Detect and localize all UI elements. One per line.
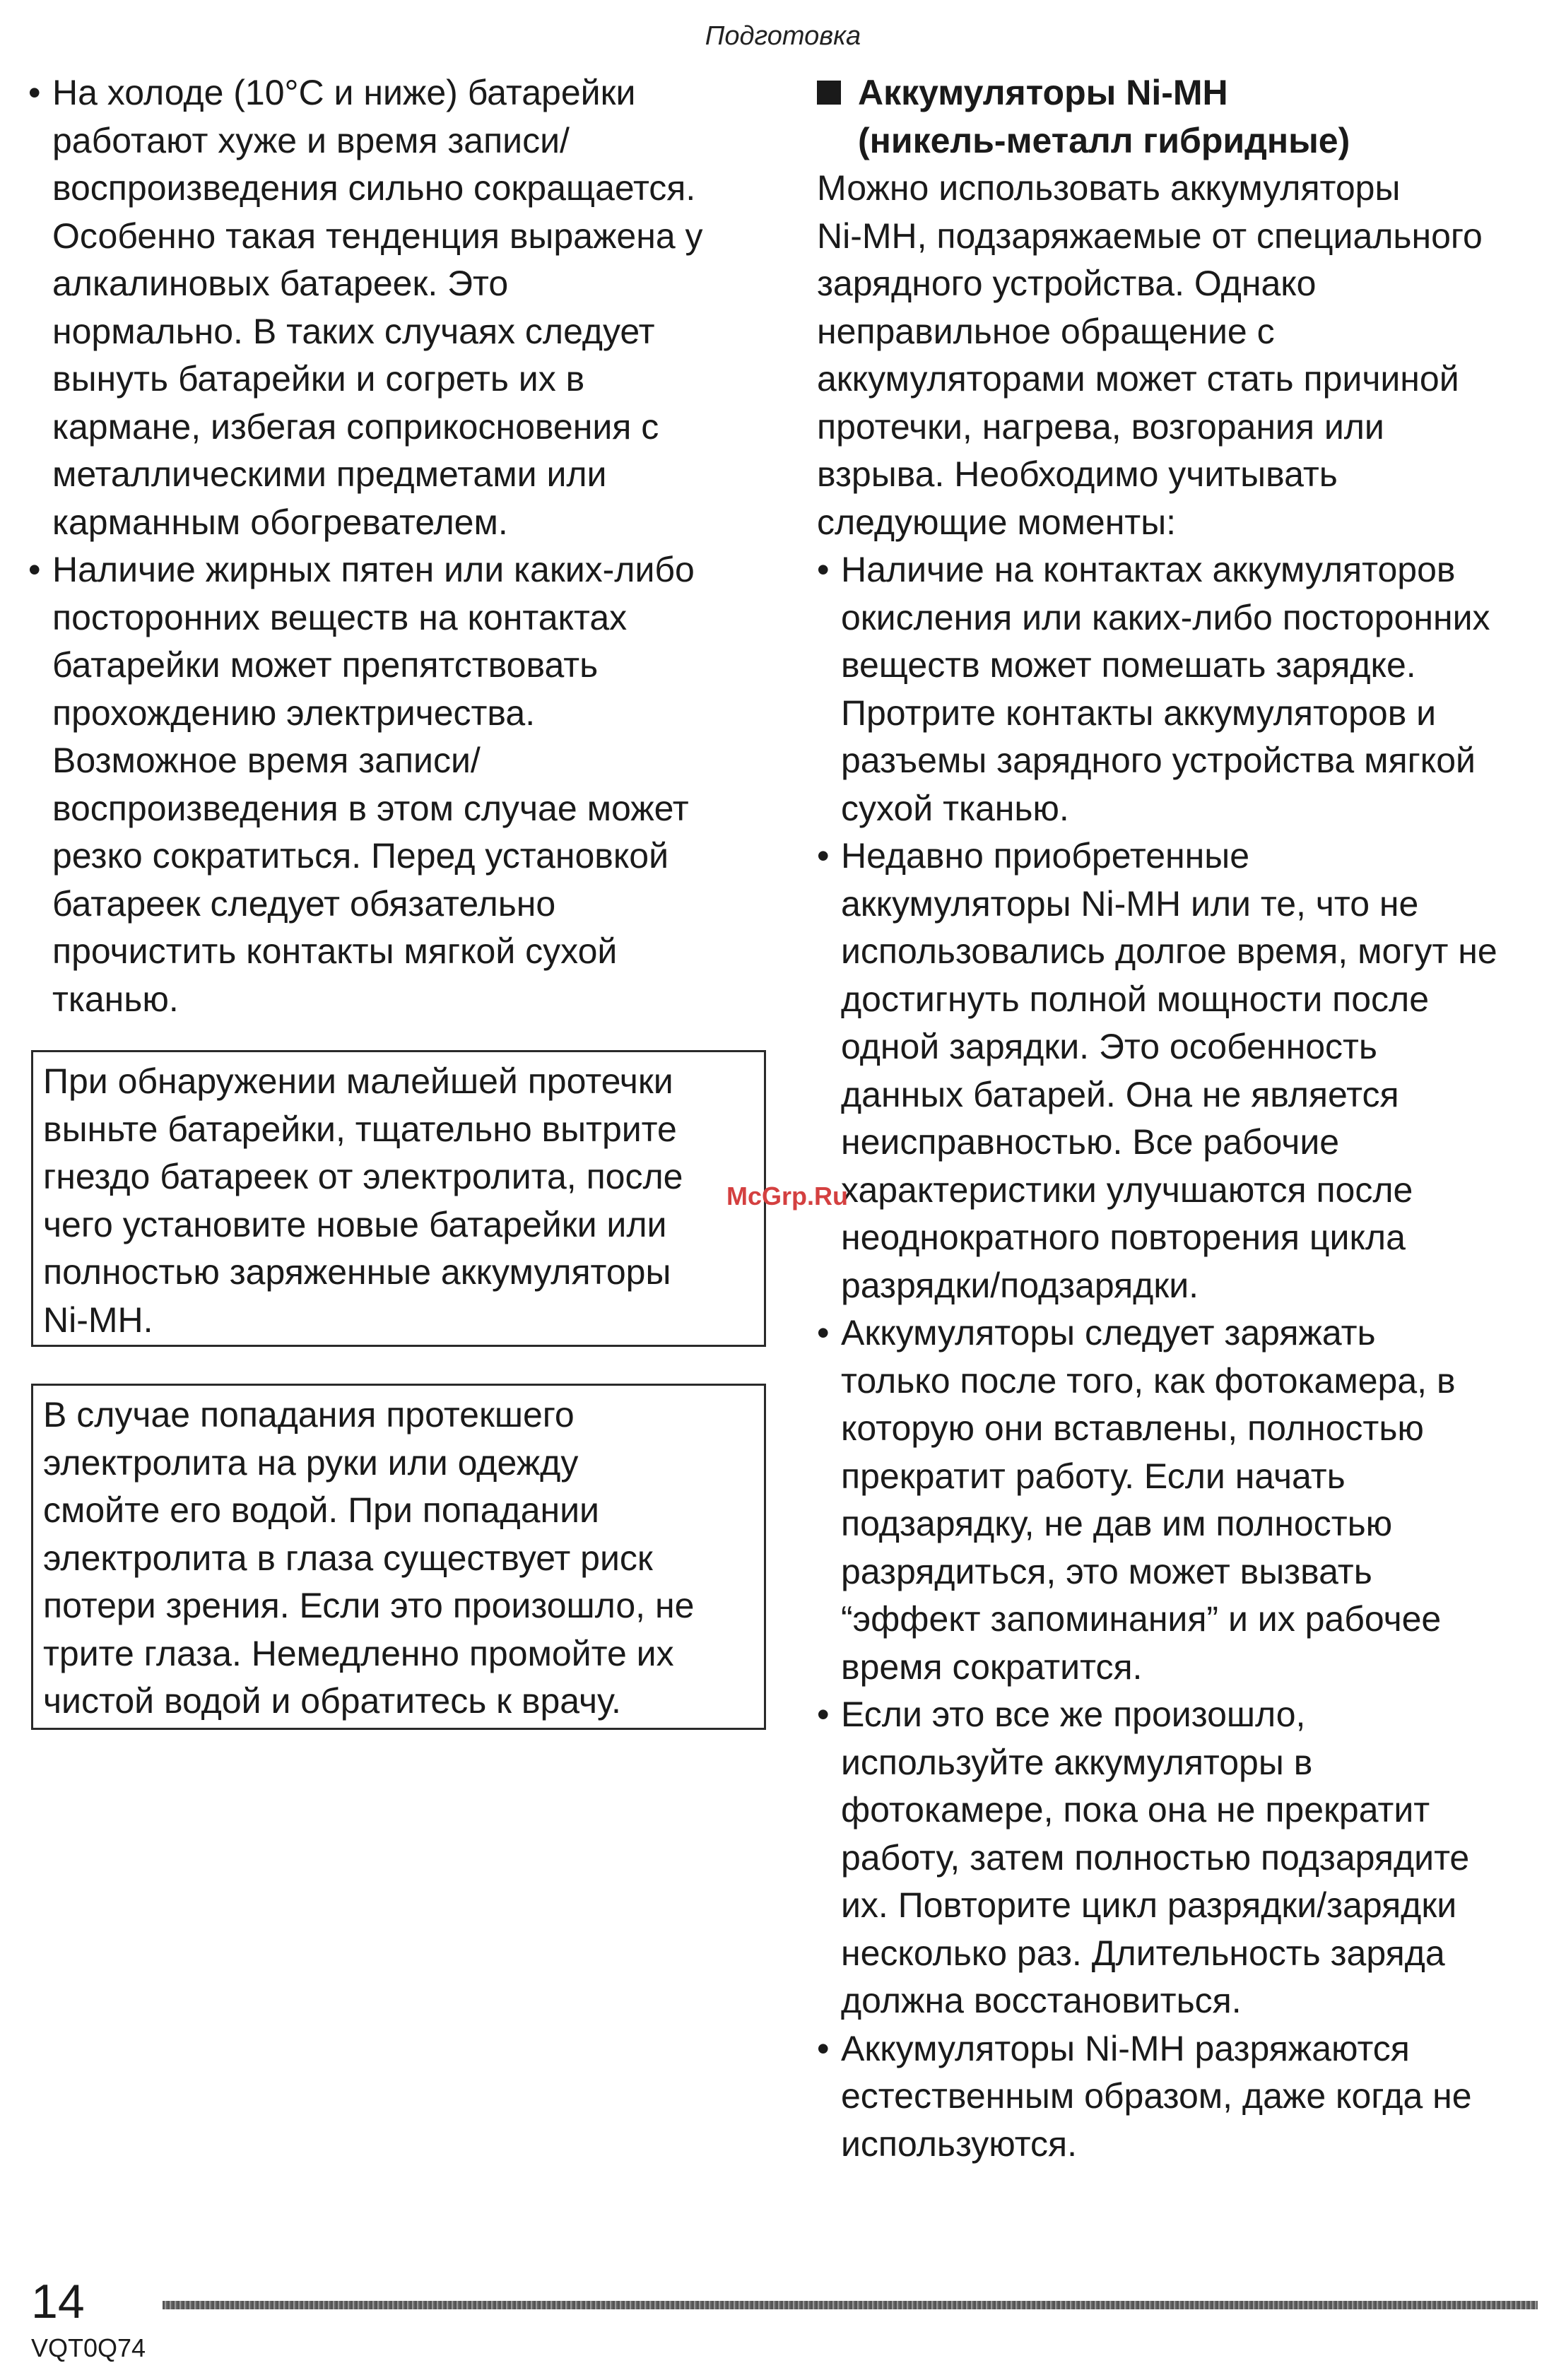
line: работают хуже и время записи/ — [52, 120, 570, 160]
line: Можно использовать аккумуляторы — [817, 168, 1401, 208]
list-item — [817, 546, 1552, 832]
warning-box-electrolyte — [31, 1384, 766, 1730]
right-column — [817, 69, 1552, 2168]
line: чего установите новые батарейки или — [43, 1204, 667, 1244]
line: потери зрения. Если это произошло, не — [43, 1586, 695, 1625]
list-item — [28, 69, 770, 546]
section-intro — [817, 165, 1552, 546]
line: использовались долгое время, могут не — [841, 931, 1497, 971]
line: разъемы зарядного устройства мягкой — [841, 741, 1476, 780]
line: время сократится. — [841, 1646, 1143, 1687]
line: используются. — [841, 2123, 1078, 2164]
line: сухой тканью. — [841, 788, 1069, 828]
black-square-icon — [817, 81, 841, 105]
bullet-icon: • — [28, 550, 41, 589]
list-item — [28, 546, 770, 1023]
bullet-icon: • — [817, 1695, 830, 1734]
list-item — [817, 1309, 1552, 1691]
line: достигнуть полной мощности после — [841, 979, 1430, 1019]
list-item — [817, 832, 1552, 1309]
bullet-icon: • — [817, 1313, 830, 1353]
bullet-icon: • — [817, 550, 830, 589]
line: Аккумуляторы Ni-MH разряжаются — [841, 2028, 1410, 2068]
line: металлическими предметами или — [52, 454, 607, 494]
line: следующие моменты: — [817, 502, 1177, 542]
line: Наличие на контактах аккумуляторов — [841, 550, 1456, 589]
bullet-icon: • — [817, 836, 830, 876]
line: используйте аккумуляторы в — [841, 1742, 1313, 1782]
line: воспроизведения сильно сокращается. — [52, 168, 696, 208]
line: Протрите контакты аккумуляторов и — [841, 693, 1437, 733]
title-line: (никель-металл гибридные) — [858, 120, 1350, 160]
title-line: Аккумуляторы Ni-MH — [858, 73, 1228, 112]
line: работу, затем полностью подзарядите — [841, 1837, 1470, 1878]
line: воспроизведения в этом случае может — [52, 788, 689, 828]
line: окисления или каких-либо посторонних — [841, 597, 1490, 637]
line: только после того, как фотокамера, в — [841, 1360, 1456, 1401]
line: несколько раз. Длительность заряда — [841, 1933, 1445, 1973]
page-number: 14 — [31, 2275, 85, 2328]
line: неоднократного повторения цикла — [841, 1218, 1406, 1257]
line: взрыва. Необходимо учитывать — [817, 454, 1338, 494]
line: естественным образом, даже когда не — [841, 2076, 1472, 2116]
line: электролита на руки или одежду — [43, 1442, 579, 1483]
line: характеристики улучшаются после — [841, 1170, 1413, 1210]
line: На холоде (10°C и ниже) батарейки — [52, 73, 636, 112]
line: Если это все же произошло, — [841, 1695, 1306, 1734]
line: “эффект запоминания” и их рабочее — [841, 1599, 1442, 1639]
line: которую они вставлены, полностью — [841, 1408, 1424, 1448]
line: подзарядку, не дав им полностью — [841, 1504, 1393, 1543]
line: батареек следует обязательно — [52, 883, 556, 924]
line: должна восстановиться. — [841, 1981, 1242, 2020]
line: Аккумуляторы следует заряжать — [841, 1313, 1376, 1353]
watermark: McGrp.Ru — [726, 1182, 849, 1210]
line: полностью заряженные аккумуляторы — [43, 1252, 671, 1292]
line: нормально. В таких случаях следует — [52, 311, 655, 351]
page-header-section: Подготовка — [705, 21, 861, 51]
line: протечки, нагрева, возгорания или — [817, 406, 1384, 447]
bullet-icon: • — [28, 73, 41, 112]
line: разрядки/подзарядки. — [841, 1265, 1199, 1305]
line: электролита в глаза существует риск — [43, 1538, 653, 1578]
line: аккумуляторами может стать причиной — [817, 359, 1459, 399]
line: прохождению электричества. — [52, 693, 536, 733]
line: При обнаружении малейшей протечки — [43, 1061, 673, 1101]
line: Возможное время записи/ — [52, 741, 481, 780]
list-item — [817, 2025, 1552, 2169]
line: прочистить контакты мягкой сухой — [52, 931, 618, 971]
left-column — [28, 69, 770, 1023]
line: смойте его водой. При попадании — [43, 1490, 599, 1530]
line: гнездо батареек от электролита, после — [43, 1157, 683, 1196]
line: выньте батарейки, тщательно вытрите — [43, 1109, 677, 1149]
line: прекратит работу. Если начать — [841, 1456, 1346, 1496]
model-code: VQT0Q74 — [31, 2333, 146, 2362]
line: Особенно такая тенденция выражена у — [52, 216, 703, 256]
section-title — [817, 69, 1552, 165]
line: резко сократиться. Перед установкой — [52, 836, 669, 876]
line: карманным обогревателем. — [52, 502, 508, 542]
line: их. Повторите цикл разрядки/зарядки — [841, 1885, 1457, 1925]
line: чистой водой и обратитесь к врачу. — [43, 1681, 621, 1721]
right-bullet-list — [817, 546, 1552, 2168]
line: Наличие жирных пятен или каких-либо — [52, 550, 695, 589]
left-bullet-list — [28, 69, 770, 1023]
line: неправильное обращение с — [817, 311, 1275, 351]
line: тканью. — [52, 979, 179, 1019]
footer-divider — [163, 2301, 1538, 2309]
line: фотокамере, пока она не прекратит — [841, 1790, 1430, 1830]
line: В случае попадания протекшего — [43, 1395, 575, 1435]
line: батарейки может препятствовать — [52, 645, 599, 685]
line: зарядного устройства. Однако — [817, 264, 1317, 303]
line: трите глаза. Немедленно промойте их — [43, 1633, 674, 1673]
line: посторонних веществ на контактах — [52, 597, 628, 637]
line: веществ может помешать зарядке. — [841, 645, 1416, 685]
line: Ni-MH. — [43, 1300, 153, 1340]
bullet-icon: • — [817, 2028, 830, 2068]
line: данных батарей. Она не является — [841, 1074, 1399, 1114]
line: разрядиться, это может вызвать — [841, 1551, 1372, 1591]
line: вынуть батарейки и согреть их в — [52, 359, 585, 399]
line: неисправностью. Все рабочие — [841, 1122, 1340, 1162]
line: одной зарядки. Это особенность — [841, 1027, 1377, 1066]
line: Недавно приобретенные — [841, 836, 1250, 876]
line: Ni-MH, подзаряжаемые от специального — [817, 216, 1483, 256]
line: кармане, избегая соприкосновения с — [52, 406, 659, 447]
line: алкалиновых батареек. Это — [52, 264, 509, 303]
line: аккумуляторы Ni-MH или те, что не — [841, 883, 1419, 924]
warning-box-leak — [31, 1050, 766, 1347]
list-item — [817, 1691, 1552, 2025]
